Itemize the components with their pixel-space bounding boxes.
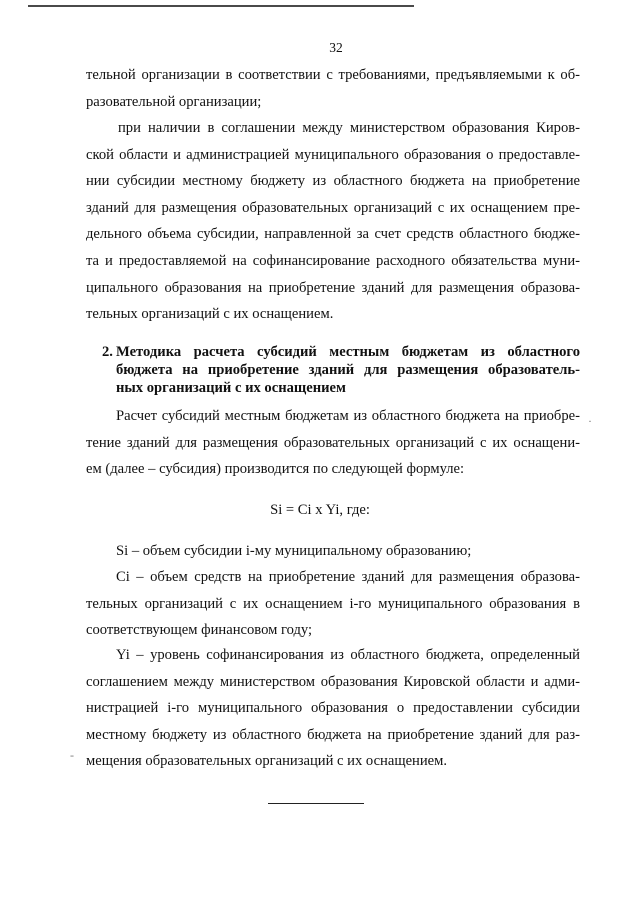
section-number: 2.	[102, 344, 113, 360]
text-line: ской области и администрацией муниципального образования о предоставле-	[86, 146, 580, 163]
text-line: Ci – объем средств на приобретение зданий для размещения образова-	[116, 569, 580, 585]
text-line: тение зданий для размещения образовательных организаций с их оснащени-	[86, 434, 580, 451]
page-number: 32	[329, 40, 343, 55]
text-line: соглашением между министерством образования Кировской области и адми-	[86, 673, 580, 690]
end-rule	[268, 803, 364, 804]
text-line: местному бюджету из областного бюджета на приобретение зданий для раз-	[86, 726, 580, 743]
text-line: разовательной организации;	[86, 93, 262, 110]
definition-si	[86, 538, 580, 565]
heading-line: ных организаций с их оснащением	[116, 380, 346, 397]
paragraph-agreement-condition	[86, 115, 580, 328]
text-line: нии субсидии местному бюджету из областного бюджета на приобретение	[86, 173, 580, 190]
text-line: тельных организаций с их оснащением.	[86, 306, 334, 323]
definition-yi	[86, 642, 580, 775]
text-line: та и предоставляемой на софинансирование расходного обязательства муни-	[86, 252, 580, 269]
text-line: мещения образовательных организаций с их оснащением.	[86, 753, 448, 770]
formula: Si = Ci x Yi, где:	[270, 502, 370, 518]
heading-line: Методика расчета субсидий местным бюджетам из областного	[116, 344, 580, 360]
text-line: при наличии в соглашении между министерством образования Киров-	[118, 120, 580, 136]
text-line: нистрацией i-го муниципального образования о предоставлении субсидии	[86, 700, 580, 717]
text-line: тельной организации в соответствии с требованиями, предъявляемыми к об-	[86, 67, 580, 83]
scan-mark: ·	[588, 414, 592, 428]
section-heading	[102, 343, 580, 398]
heading-line: бюджета на приобретение зданий для размещения образователь-	[116, 362, 580, 379]
paragraph-calculation-intro	[86, 403, 580, 483]
top-border-line	[28, 5, 414, 7]
paragraph-continuation	[86, 62, 580, 115]
text-line: тельных организаций с их оснащением i-го муниципального образования в	[86, 595, 580, 612]
text-line: зданий для размещения образовательных организаций с их оснащением пре-	[86, 199, 580, 216]
scan-mark: -	[70, 748, 74, 762]
text-line: ем (далее – субсидия) производится по следующей формуле:	[86, 461, 465, 478]
text-line: Yi – уровень софинансирования из областного бюджета, определенный	[116, 647, 580, 663]
text-line: дельного объема субсидии, направленной за счет средств областного бюдже-	[86, 226, 580, 243]
text-line: Расчет субсидий местным бюджетам из областного бюджета на приобре-	[116, 408, 580, 424]
text-line: соответствующем финансовом году;	[86, 622, 313, 639]
text-line: Si – объем субсидии i-му муниципальному образованию;	[116, 543, 472, 559]
definition-ci	[86, 564, 580, 644]
text-line: ципального образования на приобретение зданий для размещения образова-	[86, 279, 580, 296]
